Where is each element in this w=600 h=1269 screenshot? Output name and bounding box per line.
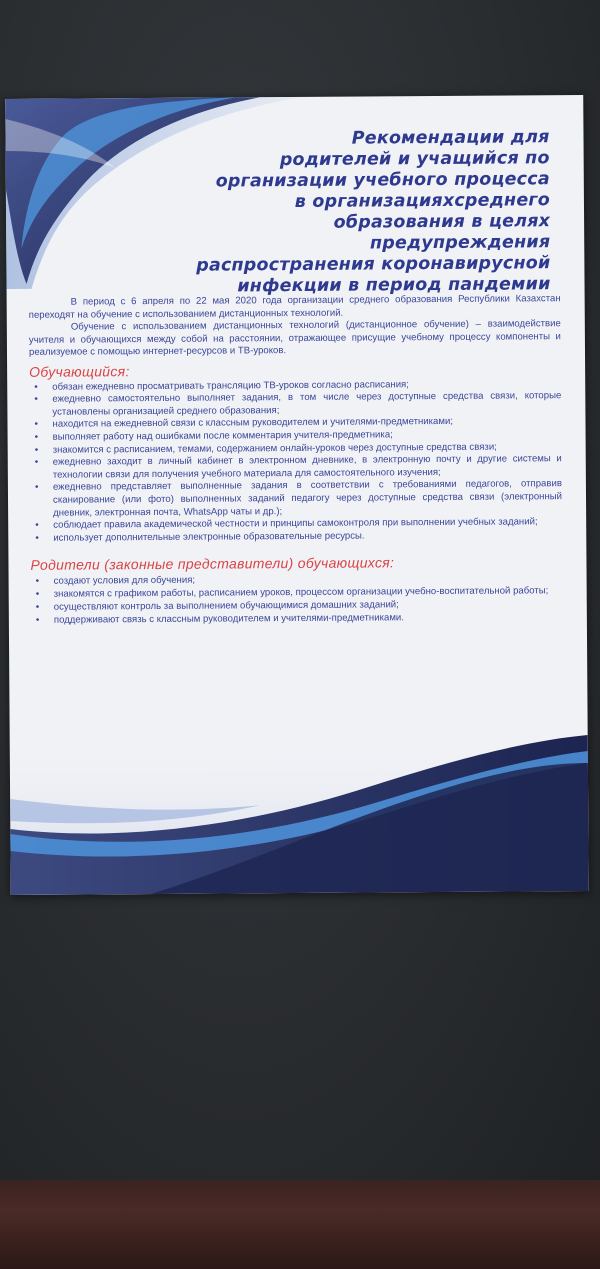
parents-heading: Родители (законные представители) обучающихся: [30, 554, 395, 574]
list-item: • знакомится с расписанием, темами, содержанием онлайн-уроков через доступные средства связи; [30, 441, 562, 457]
parents-list [31, 572, 563, 628]
students-list [29, 378, 562, 545]
table-edge [0, 1180, 600, 1269]
title-line: Рекомендации для [351, 127, 550, 149]
title-line: организации учебного процесса [215, 169, 550, 192]
list-item: • соблюдает правила академической честности и принципы самоконтроля при выполнении учебных заданий; [30, 516, 562, 532]
list-item: • обязан ежедневно просматривать трансляцию ТВ-уроков согласно расписания; [29, 378, 561, 394]
list-item: • ежедневно самостоятельно выполняет задания, в том числе через доступные средства связи, которые установлены организацией среднего образования; [29, 390, 561, 419]
title-line: в организацияхсреднего [294, 190, 551, 213]
list-item: • использует дополнительные электронные образовательные ресурсы. [30, 529, 562, 545]
title-line: родителей и учащийся по [279, 148, 550, 171]
list-item: • поддерживают связь с классным руководителем и учителями-предметниками. [31, 611, 563, 627]
title-line: инфекции в период пандемии [237, 274, 551, 297]
flyer-body [29, 293, 563, 628]
flyer-title [169, 127, 550, 298]
students-heading: Обучающийся: [29, 363, 130, 380]
list-item: • находится на ежедневной связи с классным руководителем и учителями-предметниками; [29, 415, 561, 431]
title-line: образования в целях предупреждения [333, 211, 551, 254]
list-item: • знакомятся с графиком работы, расписанием уроков, процессом организации учебно-воспитательной работы; [31, 585, 563, 601]
intro-paragraph: Обучение с использованием дистанционных технологий (дистанционное обучение) – взаимодействие учителя и обучающихся между собой на расстоянии, отражающее присущие учебному процессу компоненты и реализуемое с помощью интернет-ресурсов и ТВ-уроков. [28, 318, 561, 359]
list-item: • выполняет работу над ошибками после комментария учителя-предметника; [30, 428, 562, 444]
list-item: • ежедневно заходит в личный кабинет в электронном дневнике, в электронную почту и другие системы и технологии связи для получения учебного материала для самостоятельного изучения; [30, 453, 562, 482]
list-item: • создают условия для обучения; [31, 572, 563, 588]
list-item: • ежедневно представляет выполненные задания в соответствии с требованиями педагогов, отправив сканирование (или фото) выполненных заданий педагогу через доступные средства связи (электронный дневник, электронная почта, WhatsApp чаты и др.); [30, 478, 562, 519]
flyer-sheet [5, 95, 589, 895]
intro-paragraph: В период с 6 апреля по 22 мая 2020 года организации среднего образования Республики Казахстан переходят на обучение с использованием дистанционных технологий. [28, 293, 561, 321]
list-item: • осуществляют контроль за выполнением обучающимися домашних заданий; [31, 598, 563, 614]
title-line: распространения коронавирусной [196, 253, 551, 276]
